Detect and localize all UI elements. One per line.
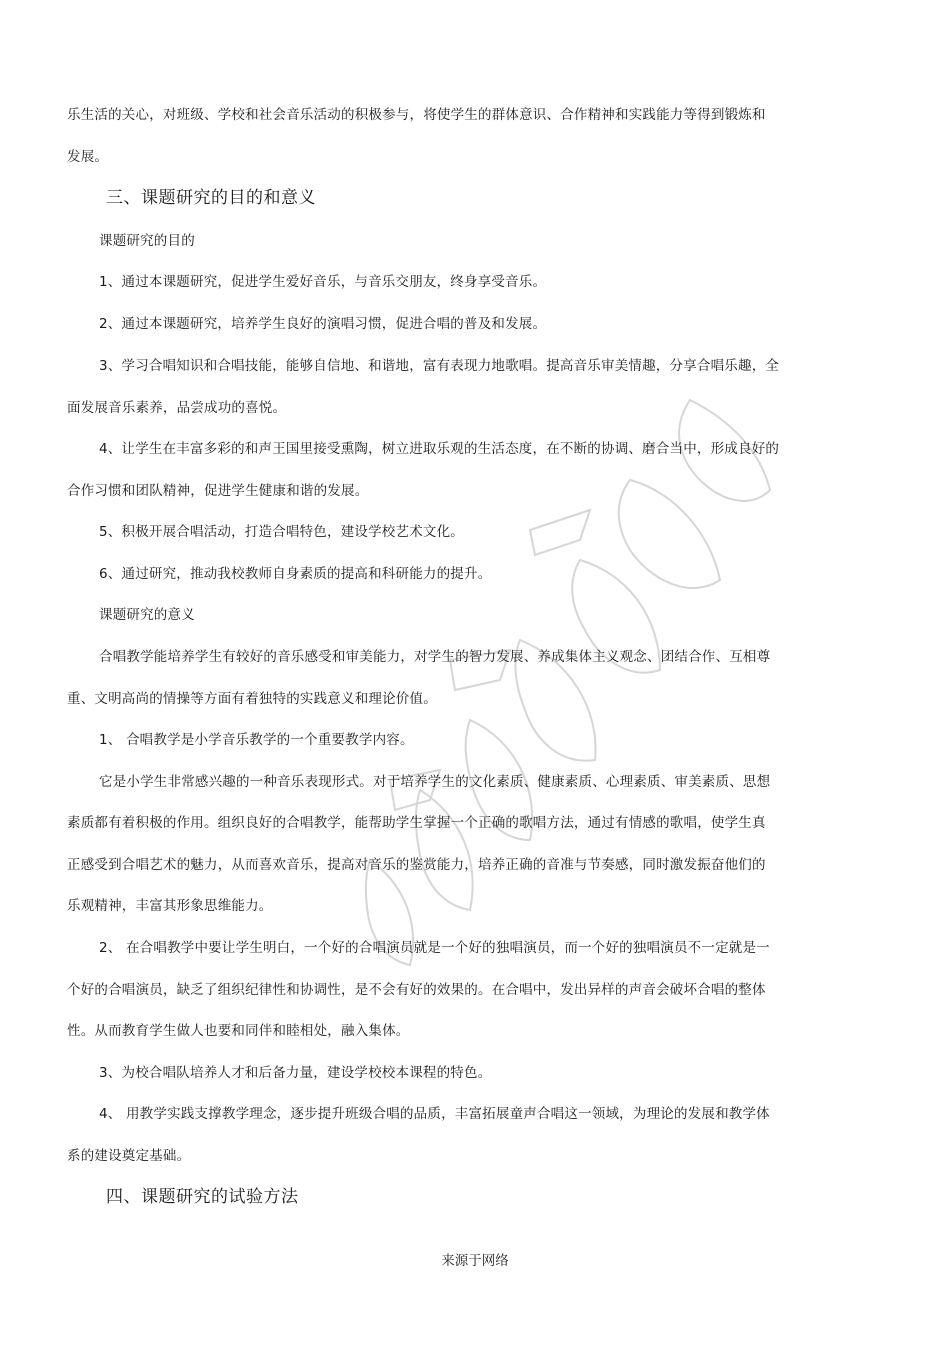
body-line: 它是小学生非常感兴趣的一种音乐表现形式。对于培养学生的文化素质、健康素质、心理素质、审美素质、思想 — [99, 774, 771, 790]
body-line: 1、通过本课题研究，促进学生爱好音乐，与音乐交朋友，终身享受音乐。 — [99, 274, 547, 290]
body-line: 5、积极开展合唱活动，打造合唱特色，建设学校艺术文化。 — [99, 524, 464, 540]
body-line: 6、通过研究，推动我校教师自身素质的提高和科研能力的提升。 — [99, 566, 492, 582]
body-line: 素质都有着积极的作用。组织良好的合唱教学，能帮助学生掌握一个正确的歌唱方法，通过有情感的歌唱，使学生真 — [67, 815, 766, 831]
subheading: 课题研究的意义 — [99, 607, 195, 623]
body-line: 1、 合唱教学是小学音乐教学的一个重要教学内容。 — [99, 732, 414, 748]
body-line: 3、为校合唱队培养人才和后备力量，建设学校校本课程的特色。 — [99, 1065, 492, 1081]
body-line: 4、让学生在丰富多彩的和声王国里接受熏陶，树立进取乐观的生活态度，在不断的协调、磨合当中，形成良好的 — [99, 441, 780, 457]
body-line: 正感受到合唱艺术的魅力，从而喜欢音乐，提高对音乐的鉴赏能力，培养正确的音准与节奏感，同时激发振奋他们的 — [67, 857, 766, 873]
body-line: 乐生活的关心，对班级、学校和社会音乐活动的积极参与，将使学生的群体意识、合作精神和实践能力等得到锻炼和 — [67, 107, 766, 123]
body-line: 4、 用教学实践支撑教学理念，逐步提升班级合唱的品质，丰富拓展童声合唱这一领域，为理论的发展和教学体 — [99, 1106, 770, 1122]
body-line: 性。从而教育学生做人也要和同伴和睦相处，融入集体。 — [67, 1023, 410, 1039]
body-line: 发展。 — [67, 149, 109, 165]
body-line: 乐观精神，丰富其形象思维能力。 — [67, 898, 273, 914]
body-line: 系的建设奠定基础。 — [67, 1148, 191, 1164]
body-line: 2、通过本课题研究，培养学生良好的演唱习惯，促进合唱的普及和发展。 — [99, 316, 547, 332]
body-line: 3、学习合唱知识和合唱技能，能够自信地、和谐地，富有表现力地歌唱。提高音乐审美情趣，分享合唱乐趣，全 — [99, 358, 780, 374]
body-line: 重、文明高尚的情操等方面有着独特的实践意义和理论价值。 — [67, 691, 437, 707]
page-footer: 来源于网络 — [441, 1253, 509, 1269]
subheading: 课题研究的目的 — [99, 233, 195, 249]
body-line: 面发展音乐素养，品尝成功的喜悦。 — [67, 400, 287, 416]
body-line: 2、 在合唱教学中要让学生明白，一个好的合唱演员就是一个好的独唱演员，而一个好的独唱演员不一定就是一 — [99, 940, 770, 956]
section-heading: 四、课题研究的试验方法 — [106, 1187, 299, 1207]
body-line: 个好的合唱演员，缺乏了组织纪律性和协调性，是不会有好的效果的。在合唱中，发出异样的声音会破坏合唱的整体 — [67, 982, 766, 998]
body-line: 合唱教学能培养学生有较好的音乐感受和审美能力，对学生的智力发展、养成集体主义观念、团结合作、互相尊 — [99, 649, 771, 665]
body-line: 合作习惯和团队精神，促进学生健康和谐的发展。 — [67, 483, 369, 499]
section-heading: 三、课题研究的目的和意义 — [106, 188, 316, 208]
